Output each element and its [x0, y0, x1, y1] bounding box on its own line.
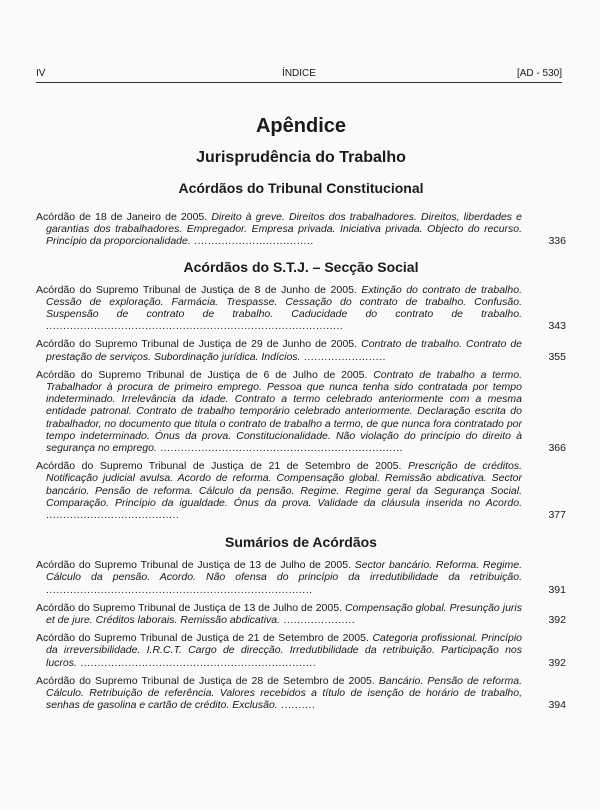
leader-dots: .......................................................................: [156, 442, 403, 455]
entry-keywords: Contrato de trabalho. Contrato de prestação de serviços. Subordinação jurídica. Indícios.: [46, 338, 523, 363]
page-number: 391: [548, 583, 566, 596]
page-roman-numeral: IV: [36, 68, 46, 79]
document-reference: [AD - 530]: [516, 68, 562, 79]
leader-dots: ..........: [277, 699, 316, 712]
entry-keywords: Categoria profissional. Princípio da irreversibilidade. I.R.C.T. Cargo de direcção. Irredutibilidade da retribuição. Participação nos lucros.: [46, 632, 522, 669]
index-entry: [36, 338, 566, 362]
leader-dots: ...................................: [190, 235, 314, 248]
entry-lead: Acórdão do Supremo Tribunal de Justiça de 28 de Setembro de 2005.: [36, 674, 375, 687]
entry-lead: Acórdão do Supremo Tribunal de Justiça de 13 de Julho de 2005.: [36, 559, 351, 572]
running-header: [36, 68, 562, 83]
entry-keywords: Compensação global. Presunção juris et de jure. Créditos laborais. Remissão abdicativa.: [46, 601, 522, 627]
page-number: 392: [548, 656, 566, 669]
entry-keywords: Direito à greve. Direitos dos trabalhadores. Direitos, liberdades e garantias dos trabalhadores. Empregador. Empresa privada. Iniciativa privada. Objecto do recurso. Princípio da proporcionalidade.: [46, 211, 522, 248]
page-number: 394: [548, 699, 566, 712]
entry-lead: Acórdão do Supremo Tribunal de Justiça de 6 de Julho de 2005.: [36, 368, 368, 381]
entry-lead: Acórdão do Supremo Tribunal de Justiça de 29 de Junho de 2005.: [36, 338, 358, 351]
index-entry: [36, 559, 566, 596]
entry-lead: Acórdão do Supremo Tribunal de Justiça de 8 de Junho de 2005.: [36, 283, 357, 296]
entry-keywords: Bancário. Pensão de reforma. Cálculo. Retribuição de referência. Valores recebidos a título de isenção de horário de trabalho, senhas de gasolina e cartão de crédito. Exclusão.: [46, 674, 522, 712]
leader-dots: .....................: [280, 614, 356, 627]
leader-dots: ..............................................................................: [46, 583, 313, 596]
index-entry: [36, 632, 566, 669]
running-title: ÍNDICE: [282, 68, 316, 79]
leader-dots: ........................: [300, 350, 386, 363]
entry-keywords: Sector bancário. Reforma. Regime. Cálculo da pensão. Acordo. Não ofensa do princípio da irredutibilidade da retribuição.: [46, 559, 523, 584]
entry-lead: Acórdão do Supremo Tribunal de Justiça de 21 de Setembro de 2005.: [36, 632, 369, 645]
page-number: 366: [548, 442, 566, 455]
leader-dots: .......................................................................................: [46, 320, 344, 333]
leader-dots: .......................................: [46, 509, 180, 522]
entry-keywords: Extinção do contrato de trabalho. Cessão de exploração. Farmácia. Trespasse. Cessação do contrato de trabalho. Confusão. Suspensão de contrato de trabalho. Caducidade do contrato de trabalho.: [46, 283, 522, 321]
index-entry: [36, 602, 566, 626]
page-number: 355: [548, 350, 566, 363]
entry-lead: Acórdão do Supremo Tribunal de Justiça de 13 de Julho de 2005.: [36, 601, 342, 614]
section-heading-summaries: Sumários de Acórdãos: [225, 534, 377, 551]
page-number: 336: [548, 235, 566, 248]
page-number: 343: [548, 320, 566, 333]
section-heading-constitutional-court: Acórdãos do Tribunal Constitucional: [178, 180, 424, 196]
jurisprudence-title: Jurisprudência do Trabalho: [196, 149, 406, 166]
entry-keywords: Prescrição de créditos. Notificação judicial avulsa. Acordo de reforma. Compensação global. Remissão abdicativa. Sector bancário. Pensão de reforma. Cálculo da pensão. Regime. Regime geral da Segurança Social. Comparação. Princípio da igualdade. Ónus da prova. Validade da cláusula inserida no Acordo.: [46, 460, 523, 509]
index-entry: [36, 460, 566, 521]
page-number: 377: [548, 509, 566, 522]
leader-dots: .....................................................................: [76, 656, 317, 669]
index-entry: [36, 284, 566, 333]
entry-lead: Acórdão de 18 de Janeiro de 2005.: [36, 211, 208, 223]
index-entry: [36, 675, 566, 712]
appendix-title: Apêndice: [255, 115, 347, 137]
page-number: 392: [548, 614, 566, 627]
entry-keywords: Contrato de trabalho a termo. Trabalhador à procura de primeiro emprego. Pessoa que nunca tenha sido contratada por tempo indeterminado. Irrelevância da idade. Contrato a termo celebrado anteriormente com a mesma entidade patronal. Contrato de trabalho temporário celebrado anteriormente. Declaração escrita do trabalhador, no documento que titula o contrato de trabalho a termo, de que nunca fora contratado por tempo indeterminado. Ónus da prova. Constitucionalidade. Não violação do princípio do direito à segurança no emprego.: [46, 368, 522, 455]
section-heading-stj: Acórdãos do S.T.J. – Secção Social: [183, 258, 419, 275]
index-entry: [36, 369, 566, 454]
index-content: [36, 114, 566, 718]
entry-lead: Acórdão do Supremo Tribunal de Justiça de 21 de Setembro de 2005.: [36, 460, 402, 473]
index-entry: [36, 211, 566, 248]
